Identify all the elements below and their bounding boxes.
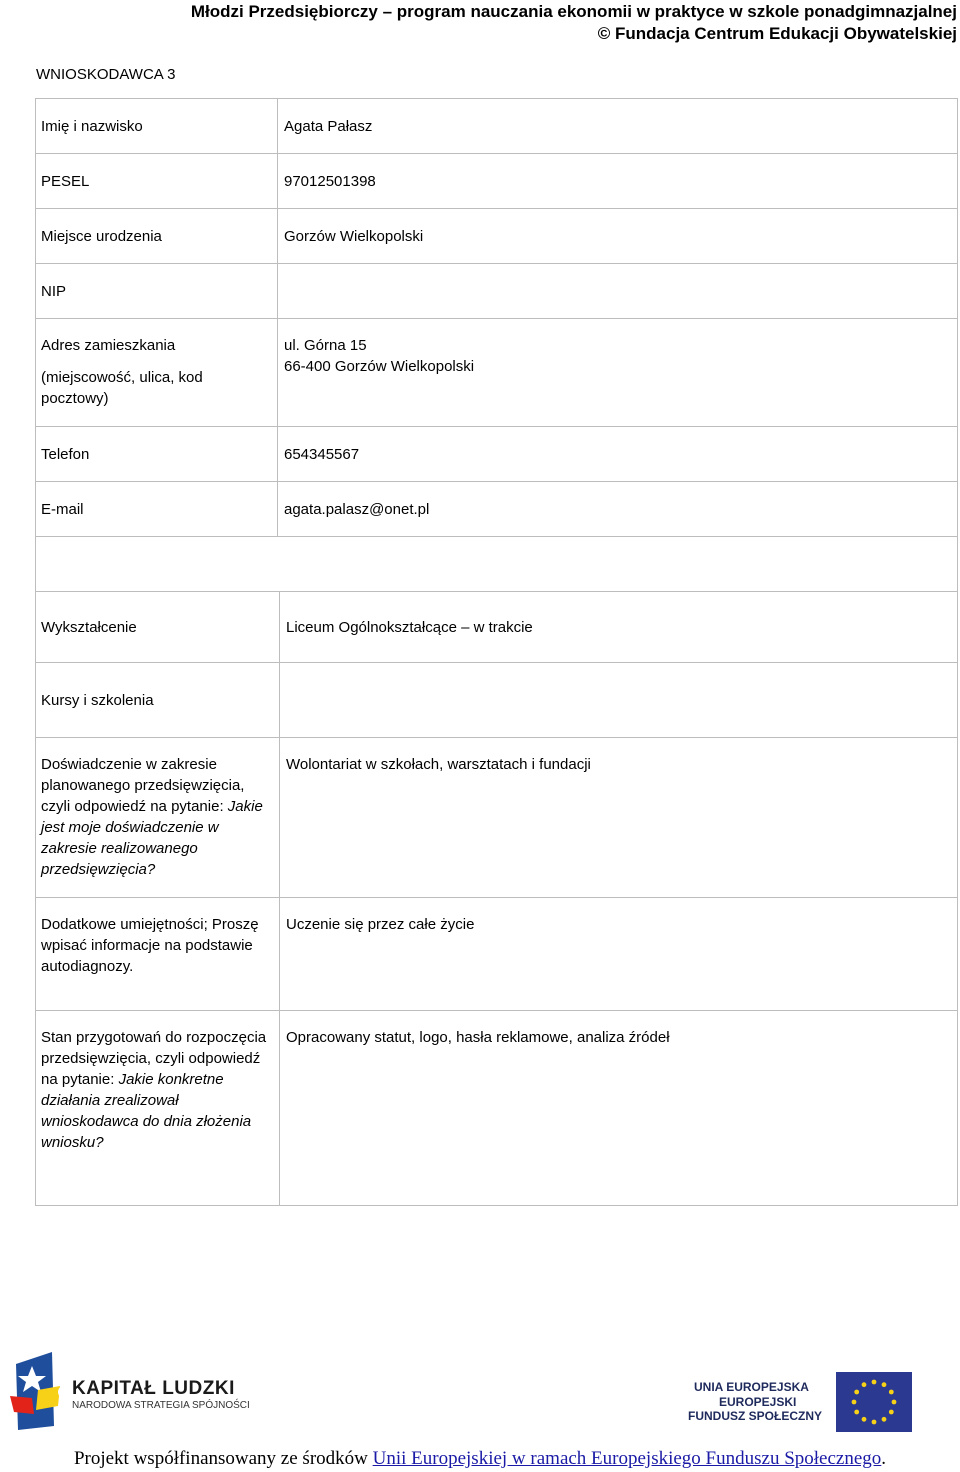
preparation-question-italic: Jakie konkretne działania zrealizował wnioskodawca do dnia złożenia wniosku? <box>41 1071 252 1151</box>
address-street: ul. Górna 15 <box>284 337 367 354</box>
row-preparation <box>36 1011 958 1206</box>
empty-cell <box>36 537 958 591</box>
row-skills <box>36 898 958 1011</box>
header-program-title: Młodzi Przedsiębiorczy – program nauczania ekonomii w praktyce w szkole ponadgimnazjalnej <box>190 2 957 21</box>
row-email <box>36 482 958 537</box>
eu-logo-line3: FUNDUSZ SPOŁECZNY <box>688 1409 823 1423</box>
birthplace-label: Miejsce urodzenia <box>36 209 278 263</box>
footer-suffix: . <box>881 1448 887 1469</box>
address-label-line2: (miejscowość, ulica, kod pocztowy) <box>41 369 203 407</box>
row-phone <box>36 427 958 482</box>
kapital-ludzki-subtitle: NARODOWA STRATEGIA SPÓJNOŚCI <box>72 1400 250 1411</box>
skills-label: Dodatkowe umiejętności; Proszę wpisać informacje na podstawie autodiagnozy. <box>36 898 280 1010</box>
row-birthplace <box>36 209 958 264</box>
phone-label: Telefon <box>36 427 278 481</box>
preparation-value: Opracowany statut, logo, hasła reklamowe, analiza źródeł <box>280 1011 958 1205</box>
eu-logo-line1: UNIA EUROPEJSKA <box>694 1380 809 1394</box>
experience-question: Doświadczenie w zakresie planowanego przedsięwzięcia, czyli odpowiedź na pytanie: <box>41 756 245 815</box>
header-copyright: © Fundacja Centrum Edukacji Obywatelskiej <box>597 24 957 43</box>
eu-efs-logo <box>686 1370 916 1432</box>
kapital-ludzki-logo <box>8 1352 268 1430</box>
kapital-ludzki-title: KAPITAŁ LUDZKI <box>72 1378 235 1399</box>
kapital-ludzki-emblem <box>8 1352 78 1430</box>
personal-data-table <box>35 98 958 537</box>
nip-label: NIP <box>36 264 278 318</box>
eu-logo-line2: EUROPEJSKI <box>719 1395 797 1409</box>
row-spacer <box>36 537 958 592</box>
email-value: agata.palasz@onet.pl <box>278 482 958 536</box>
education-label: Wykształcenie <box>36 592 280 662</box>
email-label: E-mail <box>36 482 278 536</box>
address-label <box>36 319 278 426</box>
name-value: Agata Pałasz <box>278 99 958 153</box>
education-value: Liceum Ogólnokształcące – w trakcie <box>280 592 958 662</box>
address-city: 66-400 Gorzów Wielkopolski <box>284 358 475 375</box>
birthplace-value: Gorzów Wielkopolski <box>278 209 958 263</box>
pesel-label: PESEL <box>36 154 278 208</box>
row-pesel <box>36 154 958 209</box>
details-table <box>35 536 958 1206</box>
courses-value <box>280 663 958 737</box>
section-title: WNIOSKODAWCA 3 <box>36 66 176 83</box>
row-nip <box>36 264 958 319</box>
name-label: Imię i nazwisko <box>36 99 278 153</box>
footer-prefix: Projekt współfinansowany ze środków <box>73 1448 373 1469</box>
address-label-line1: Adres zamieszkania <box>41 337 176 354</box>
skills-value: Uczenie się przez całe życie <box>280 898 958 1010</box>
footer-efs-link[interactable]: Unii Europejskiej w ramach Europejskiego Funduszu Społecznego <box>372 1448 882 1469</box>
row-experience <box>36 738 958 898</box>
pesel-value: 97012501398 <box>278 154 958 208</box>
nip-value <box>278 264 958 318</box>
preparation-label <box>36 1011 280 1205</box>
address-value <box>278 319 958 426</box>
experience-value: Wolontariat w szkołach, warsztatach i fundacji <box>280 738 958 897</box>
experience-question-italic: Jakie jest moje doświadczenie w zakresie realizowanego przedsięwzięcia? <box>41 798 263 878</box>
phone-value: 654345567 <box>278 427 958 481</box>
footer <box>0 1448 960 1470</box>
eu-flag-icon <box>836 1372 912 1432</box>
row-courses <box>36 663 958 738</box>
courses-label: Kursy i szkolenia <box>36 663 280 737</box>
row-education <box>36 592 958 663</box>
experience-label <box>36 738 280 897</box>
row-name <box>36 99 958 154</box>
row-address <box>36 319 958 427</box>
preparation-question: Stan przygotowań do rozpoczęcia przedsięwzięcia, czyli odpowiedź na pytanie: <box>41 1029 267 1088</box>
